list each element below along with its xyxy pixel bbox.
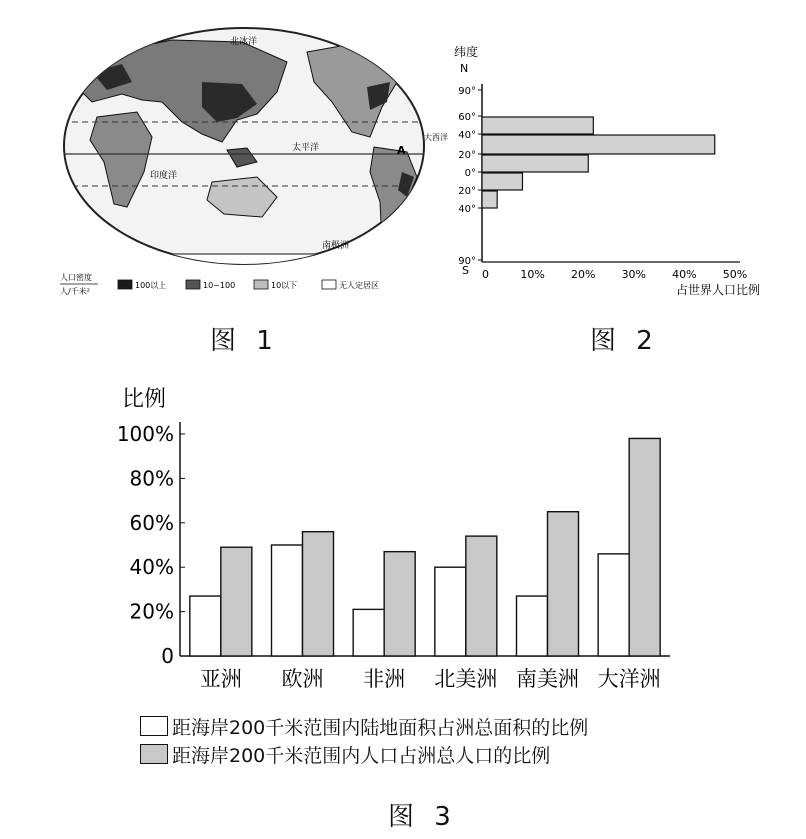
label-indian-ocean: 印度洋: [150, 171, 178, 181]
fig3-category-label: 亚洲: [199, 667, 242, 691]
label-antarctica: 南极洲: [322, 241, 350, 251]
legend-label-3: 无人定居区: [339, 281, 379, 290]
fig3-bar-非洲-1: [384, 552, 415, 656]
legend-swatch-population: [140, 744, 168, 764]
label-atlantic-ocean: 大西洋: [424, 133, 448, 142]
figure2-caption: 图 2: [590, 326, 659, 356]
legend-item-population: [140, 740, 760, 768]
label-point-a: A: [397, 144, 406, 157]
fig3-bar-北美洲-1: [466, 536, 497, 656]
fig2-x-tick-label: 0: [482, 268, 489, 281]
fig2-south-label: S: [462, 264, 469, 277]
map-legend: [60, 272, 379, 296]
label-arctic-ocean: 北冰洋: [230, 37, 258, 47]
figure1-map-panel: [52, 22, 448, 302]
legend-label-1: 10~100: [203, 281, 236, 290]
legend-swatch-3: [322, 280, 336, 289]
fig3-bar-亚洲-1: [221, 547, 252, 656]
fig2-bar-0: [482, 117, 593, 134]
fig3-bar-亚洲-0: [190, 596, 221, 656]
fig3-bar-大洋洲-0: [598, 554, 629, 656]
fig3-category-label: 大洋洲: [597, 667, 661, 691]
fig2-north-label: N: [460, 62, 469, 75]
fig3-bar-大洋洲-1: [629, 438, 660, 656]
latitude-population-chart: [440, 22, 800, 312]
fig2-y-tick-label: 90°: [458, 86, 476, 97]
fig3-y-tick-label: 100%: [116, 422, 174, 446]
fig3-category-label: 南美洲: [516, 667, 579, 691]
figure3-caption: 图 3: [388, 802, 457, 832]
fig3-bar-南美洲-0: [517, 596, 548, 656]
legend-unit: 人/千米²: [60, 287, 90, 296]
fig2-bar-3: [482, 173, 522, 190]
fig3-y-axis-title: 比例: [122, 387, 167, 412]
fig3-y-tick-label: 0: [161, 644, 174, 668]
legend-label-0: 100以上: [135, 281, 167, 290]
label-pacific-ocean: 太平洋: [292, 143, 320, 153]
fig3-y-tick-label: 40%: [129, 555, 174, 580]
fig2-bar-4: [482, 191, 497, 208]
legend-swatch-land: [140, 716, 168, 736]
fig3-y-tick-label: 20%: [129, 599, 174, 624]
fig2-y-tick-label: 0°: [464, 168, 476, 179]
figure1-caption: 图 1: [210, 326, 279, 356]
fig2-x-tick-label: 50%: [722, 268, 748, 281]
fig2-y-tick-label: 40°: [458, 130, 476, 141]
fig3-y-tick-label: 80%: [129, 466, 174, 491]
fig3-category-label: 北美洲: [434, 667, 498, 691]
legend-swatch-1: [186, 280, 200, 289]
coastal-population-chart: [110, 378, 710, 698]
legend-swatch-2: [254, 280, 268, 289]
fig2-y-axis-title: 纬度: [454, 45, 479, 59]
fig3-category-label: 欧洲: [281, 667, 324, 691]
fig2-x-axis-title: 占世界人口比例: [676, 283, 761, 297]
figure3-chart-panel: [110, 378, 710, 698]
world-map: [52, 22, 448, 302]
legend-label-2: 10以下: [271, 281, 298, 290]
fig2-x-tick-label: 40%: [672, 268, 697, 281]
fig2-y-tick-label: 60°: [458, 112, 476, 123]
fig2-y-tick-label: 20°: [458, 186, 476, 197]
fig2-bar-1: [482, 135, 715, 154]
fig2-x-tick-label: 20%: [570, 268, 596, 281]
antarctica-landmass: [92, 254, 392, 272]
fig2-y-tick-label: 90°: [458, 256, 476, 267]
figure3-legend: [140, 712, 760, 768]
fig3-bar-欧洲-0: [272, 545, 303, 656]
fig3-category-label: 非洲: [363, 667, 406, 691]
legend-label-land: 距海岸200千米范围内陆地面积占洲总面积的比例: [172, 716, 589, 739]
fig2-y-tick-label: 40°: [458, 204, 476, 215]
fig2-x-tick-label: 10%: [520, 268, 545, 281]
fig3-bar-北美洲-0: [435, 567, 466, 656]
fig2-bar-2: [482, 155, 588, 172]
legend-label-population: 距海岸200千米范围内人口占洲总人口的比例: [172, 744, 551, 767]
legend-item-land: [140, 712, 760, 740]
fig3-y-tick-label: 60%: [129, 510, 174, 535]
fig2-y-tick-label: 20°: [458, 150, 476, 161]
legend-title: 人口密度: [60, 273, 92, 282]
fig3-bar-欧洲-1: [303, 532, 334, 656]
legend-swatch-0: [118, 280, 132, 289]
fig3-bar-南美洲-1: [548, 512, 579, 656]
fig2-x-tick-label: 30%: [621, 268, 647, 281]
fig3-bar-非洲-0: [353, 609, 384, 656]
figure2-chart-panel: [440, 22, 800, 312]
